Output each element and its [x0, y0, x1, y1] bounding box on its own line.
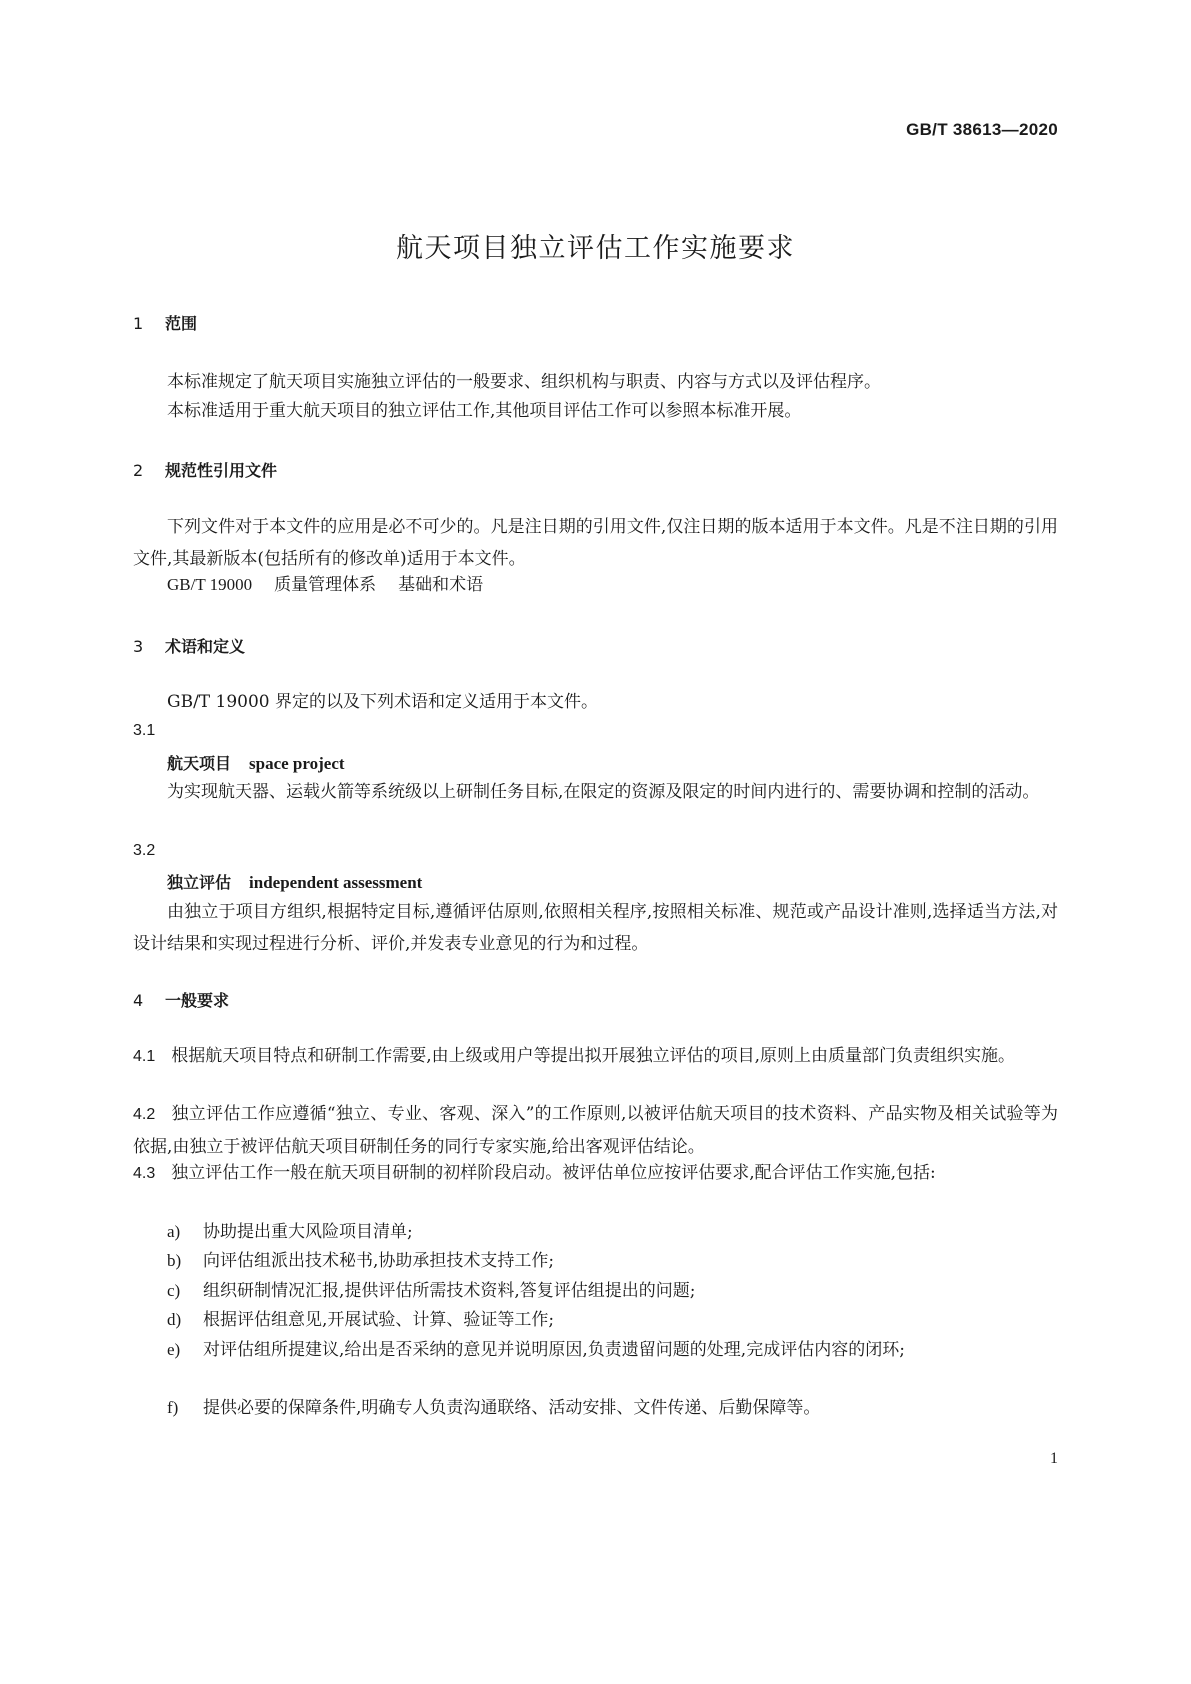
- section-title: 规范性引用文件: [165, 461, 278, 480]
- clause-number: 4.1: [133, 1048, 156, 1065]
- clause-number: 4.2: [133, 1106, 156, 1123]
- section-4-heading: [133, 988, 229, 1011]
- list-item-text: 提供必要的保障条件,明确专人负责沟通联络、活动安排、文件传递、后勤保障等。: [203, 1398, 821, 1418]
- term-zh: 航天项目: [167, 754, 232, 773]
- paragraph: 本标准规定了航天项目实施独立评估的一般要求、组织机构与职责、内容与方式以及评估程序。: [167, 372, 881, 392]
- list-item-text: 协助提出重大风险项目清单;: [203, 1222, 413, 1242]
- list-item: [167, 1245, 1058, 1277]
- list-item: [167, 1216, 1058, 1248]
- term-entry: [167, 751, 345, 774]
- list-item-text: 向评估组派出技术秘书,协助承担技术支持工作;: [203, 1251, 555, 1271]
- term-definition: 由独立于项目方组织,根据特定目标,遵循评估原则,依照相关程序,按照相关标准、规范或产品设计准则,选择适当方法,对设计结果和实现过程进行分析、评价,并发表专业意见的行为和过程。: [133, 902, 1058, 954]
- section-title: 范围: [165, 314, 198, 333]
- list-item: [167, 1334, 1058, 1366]
- list-item-text: 根据评估组意见,开展试验、计算、验证等工作;: [203, 1310, 555, 1330]
- clause-4-1: [133, 1040, 1058, 1073]
- section-1-heading: [133, 311, 197, 334]
- standard-number: GB/T 38613—2020: [906, 120, 1058, 139]
- list-marker: e): [167, 1340, 181, 1359]
- list-marker: c): [167, 1281, 181, 1300]
- term-zh: 独立评估: [167, 873, 232, 892]
- section-number: 3: [133, 637, 144, 656]
- reference-title: 质量管理体系: [274, 575, 377, 595]
- paragraph: GB/T 19000 界定的以及下列术语和定义适用于本文件。: [167, 692, 599, 712]
- list-item-text: 组织研制情况汇报,提供评估所需技术资料,答复评估组提出的问题;: [203, 1281, 696, 1301]
- clause-text: 根据航天项目特点和研制工作需要,由上级或用户等提出拟开展独立评估的项目,原则上由质量部门负责组织实施。: [171, 1046, 1016, 1066]
- page-number: 1: [1050, 1450, 1058, 1467]
- clause-text: 独立评估工作应遵循“独立、专业、客观、深入”的工作原则,以被评估航天项目的技术资料、产品实物及相关试验等为依据,由独立于被评估航天项目研制任务的同行专家实施,给出客观评估结论。: [133, 1104, 1058, 1157]
- paragraph: 下列文件对于本文件的应用是必不可少的。凡是注日期的引用文件,仅注日期的版本适用于本文件。凡是不注日期的引用文件,其最新版本(包括所有的修改单)适用于本文件。: [133, 517, 1058, 569]
- term-definition: 为实现航天器、运载火箭等系统级以上研制任务目标,在限定的资源及限定的时间内进行的、需要协调和控制的活动。: [167, 782, 1040, 802]
- document-title: 航天项目独立评估工作实施要求: [396, 233, 795, 264]
- clause-4-2: [133, 1098, 1058, 1163]
- section-title: 术语和定义: [165, 637, 246, 656]
- term-number: 3.1: [133, 722, 156, 739]
- list-item: [167, 1392, 1058, 1424]
- list-marker: a): [167, 1222, 181, 1241]
- section-3-heading: [133, 634, 245, 657]
- section-number: 4: [133, 991, 144, 1010]
- clause-text: 独立评估工作一般在航天项目研制的初样阶段启动。被评估单位应按评估要求,配合评估工作实施,包括:: [171, 1163, 936, 1183]
- list-item: [167, 1275, 1058, 1307]
- term-en: space project: [249, 754, 345, 773]
- list-item: [167, 1304, 1058, 1336]
- section-number: 1: [133, 314, 144, 333]
- normative-reference: [167, 569, 483, 601]
- paragraph: 本标准适用于重大航天项目的独立评估工作,其他项目评估工作可以参照本标准开展。: [167, 401, 802, 421]
- term-entry: [167, 870, 422, 893]
- reference-code: GB/T 19000: [167, 575, 253, 594]
- term-en: independent assessment: [249, 873, 423, 892]
- list-marker: f): [167, 1398, 179, 1417]
- list-marker: b): [167, 1251, 182, 1270]
- clause-4-3: [133, 1157, 1058, 1190]
- reference-subtitle: 基础和术语: [398, 575, 484, 595]
- term-number: 3.2: [133, 842, 156, 859]
- section-number: 2: [133, 461, 144, 480]
- section-title: 一般要求: [165, 991, 230, 1010]
- clause-number: 4.3: [133, 1165, 156, 1182]
- section-2-heading: [133, 458, 277, 481]
- list-item-text: 对评估组所提建议,给出是否采纳的意见并说明原因,负责遗留问题的处理,完成评估内容的闭环;: [203, 1340, 905, 1360]
- list-marker: d): [167, 1310, 182, 1329]
